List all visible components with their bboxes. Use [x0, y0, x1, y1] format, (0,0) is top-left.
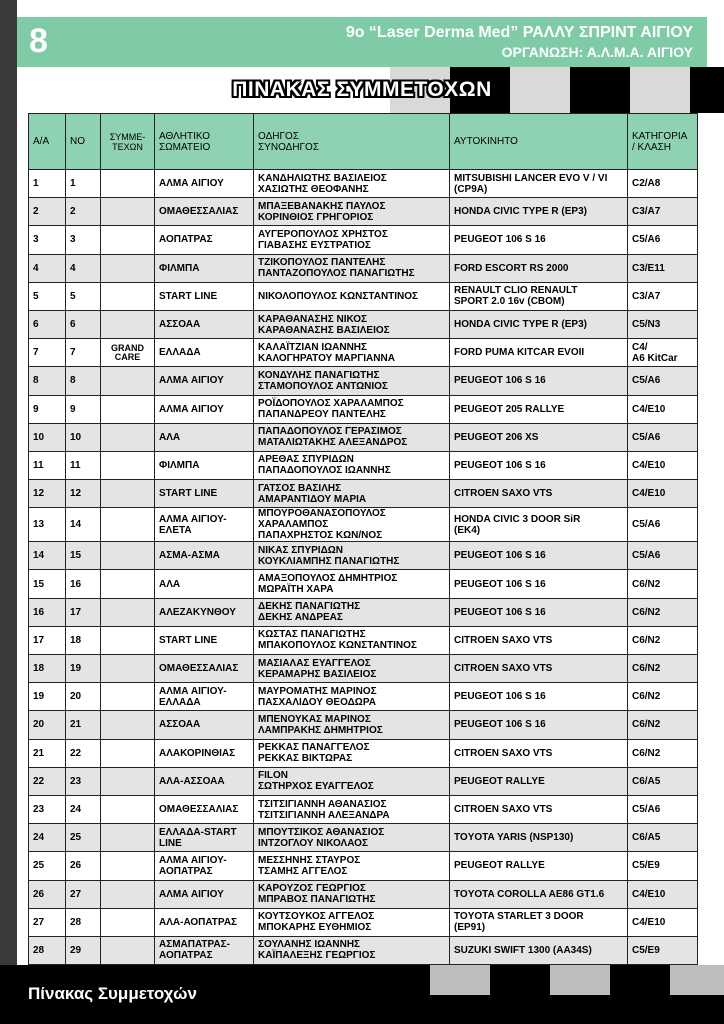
- cell-sponsor: [101, 423, 155, 451]
- cell-class: C5/A6: [628, 795, 698, 823]
- cell-club: ΟΜΑΘΕΣΣΑΛΙΑΣ: [155, 655, 254, 683]
- cell-sponsor: [101, 936, 155, 964]
- cell-aa: 23: [29, 795, 66, 823]
- table-row: [29, 508, 698, 542]
- cell-aa: 12: [29, 480, 66, 508]
- cell-class: C4/E10: [628, 395, 698, 423]
- cell-no: 9: [66, 395, 101, 423]
- col-header-aa: Α/Α: [29, 114, 66, 170]
- cell-no: 15: [66, 542, 101, 570]
- cell-crew: ΚΑΛΑΪΤΖΙΑΝ ΙΩΑΝΝΗΣ ΚΑΛΟΓΗΡΑΤΟΥ ΜΑΡΓΙΑΝΝΑ: [254, 339, 450, 367]
- cell-aa: 18: [29, 655, 66, 683]
- cell-car: HONDA CIVIC 3 DOOR SiR (EK4): [450, 508, 628, 542]
- footer-caption: Πίνακας Συμμετοχών: [28, 984, 197, 1003]
- cell-class: C6/N2: [628, 711, 698, 739]
- cell-crew: ΣΟΥΛΑΝΗΣ ΙΩΑΝΝΗΣ ΚΑΪΠΑΛΕΞΗΣ ΓΕΩΡΓΙΟΣ: [254, 936, 450, 964]
- table-row: [29, 908, 698, 936]
- cell-club: START LINE: [155, 626, 254, 654]
- table-row: [29, 795, 698, 823]
- cell-car: HONDA CIVIC TYPE R (EP3): [450, 310, 628, 338]
- cell-club: ΑΛΑ-ΑΣΣΟΑΑ: [155, 767, 254, 795]
- cell-crew: ΚΟΥΤΣΟΥΚΟΣ ΑΓΓΕΛΟΣ ΜΠΟΚΑΡΗΣ ΕΥΘΗΜΙΟΣ: [254, 908, 450, 936]
- cell-no: 29: [66, 936, 101, 964]
- page-header: [17, 17, 707, 67]
- col-header-sponsor: ΣΥΜΜΕ- ΤΕΧΩΝ: [101, 114, 155, 170]
- cell-aa: 1: [29, 170, 66, 198]
- cell-crew: ΑΡΕΘΑΣ ΣΠΥΡΙΔΩΝ ΠΑΠΑΔΟΠΟΥΛΟΣ ΙΩΑΝΝΗΣ: [254, 451, 450, 479]
- table-row: [29, 339, 698, 367]
- cell-club: ΑΟΠΑΤΡΑΣ: [155, 226, 254, 254]
- cell-aa: 26: [29, 880, 66, 908]
- cell-club: ΑΛΑ: [155, 570, 254, 598]
- cell-car: HONDA CIVIC TYPE R (EP3): [450, 198, 628, 226]
- cell-class: C4/E10: [628, 908, 698, 936]
- table-row: [29, 451, 698, 479]
- cell-class: C6/N2: [628, 683, 698, 711]
- cell-aa: 15: [29, 570, 66, 598]
- cell-aa: 8: [29, 367, 66, 395]
- cell-class: C6/N2: [628, 739, 698, 767]
- col-header-no: ΝΟ: [66, 114, 101, 170]
- cell-car: PEUGEOT RALLYE: [450, 767, 628, 795]
- cell-aa: 11: [29, 451, 66, 479]
- cell-car: PEUGEOT 106 S 16: [450, 542, 628, 570]
- table-row: [29, 683, 698, 711]
- cell-car: FORD ESCORT RS 2000: [450, 254, 628, 282]
- cell-aa: 10: [29, 423, 66, 451]
- cell-aa: 4: [29, 254, 66, 282]
- cell-crew: ΜΑΥΡΟΜΑΤΗΣ ΜΑΡΙΝΟΣ ΠΑΣΧΑΛΙΔΟΥ ΘΕΟΔΩΡΑ: [254, 683, 450, 711]
- cell-aa: 16: [29, 598, 66, 626]
- cell-aa: 3: [29, 226, 66, 254]
- cell-sponsor: [101, 367, 155, 395]
- cell-sponsor: [101, 824, 155, 852]
- organizer-line: ΟΡΓΑΝΩΣΗ: Α.Λ.Μ.Α. ΑΙΓΙΟΥ: [501, 44, 693, 60]
- cell-aa: 20: [29, 711, 66, 739]
- cell-no: 11: [66, 451, 101, 479]
- table-row: [29, 310, 698, 338]
- cell-club: ΑΛΜΑ ΑΙΓΙΟΥ- ΕΛΕΤΑ: [155, 508, 254, 542]
- cell-no: 20: [66, 683, 101, 711]
- cell-club: START LINE: [155, 282, 254, 310]
- cell-car: PEUGEOT 205 RALLYE: [450, 395, 628, 423]
- table-header-row: [29, 114, 698, 170]
- table-row: [29, 254, 698, 282]
- cell-aa: 21: [29, 739, 66, 767]
- cell-no: 5: [66, 282, 101, 310]
- cell-car: PEUGEOT 106 S 16: [450, 711, 628, 739]
- table-row: [29, 626, 698, 654]
- cell-sponsor: [101, 480, 155, 508]
- cell-class: C5/A6: [628, 423, 698, 451]
- cell-club: ΦΙΛΜΠΑ: [155, 451, 254, 479]
- table-row: [29, 711, 698, 739]
- cell-crew: ΚΑΝΔΗΛΙΩΤΗΣ ΒΑΣΙΛΕΙΟΣ ΧΑΣΙΩΤΗΣ ΘΕΟΦΑΝΗΣ: [254, 170, 450, 198]
- cell-no: 2: [66, 198, 101, 226]
- col-header-crew: ΟΔΗΓΟΣ ΣΥΝΟΔΗΓΟΣ: [254, 114, 450, 170]
- table-row: [29, 395, 698, 423]
- cell-sponsor: [101, 395, 155, 423]
- cell-no: 7: [66, 339, 101, 367]
- cell-sponsor: [101, 170, 155, 198]
- cell-no: 18: [66, 626, 101, 654]
- cell-sponsor: [101, 254, 155, 282]
- cell-car: FORD PUMA KITCAR EVOII: [450, 339, 628, 367]
- cell-car: PEUGEOT 106 S 16: [450, 451, 628, 479]
- cell-crew: ΜΠΑΞΕΒΑΝΑΚΗΣ ΠΑΥΛΟΣ ΚΟΡΙΝΘΙΟΣ ΓΡΗΓΟΡΙΟΣ: [254, 198, 450, 226]
- cell-car: PEUGEOT RALLYE: [450, 852, 628, 880]
- cell-club: ΕΛΛΑΔΑ: [155, 339, 254, 367]
- cell-aa: 14: [29, 542, 66, 570]
- table-row: [29, 598, 698, 626]
- table-row: [29, 423, 698, 451]
- cell-class: C5/E9: [628, 936, 698, 964]
- cell-sponsor: [101, 598, 155, 626]
- cell-club: ΦΙΛΜΠΑ: [155, 254, 254, 282]
- table-row: [29, 480, 698, 508]
- cell-class: C5/A6: [628, 542, 698, 570]
- cell-class: C6/N2: [628, 655, 698, 683]
- cell-class: C4/ A6 KitCar: [628, 339, 698, 367]
- cell-sponsor: [101, 795, 155, 823]
- cell-sponsor: [101, 655, 155, 683]
- cell-sponsor: [101, 683, 155, 711]
- cell-class: C5/E9: [628, 852, 698, 880]
- cell-sponsor: [101, 198, 155, 226]
- event-title: 9ο “Laser Derma Med” ΡΑΛΛΥ ΣΠΡΙΝΤ ΑΙΓΙΟΥ: [345, 24, 693, 41]
- cell-no: 22: [66, 739, 101, 767]
- cell-crew: ΓΑΤΣΟΣ ΒΑΣΙΛΗΣ ΑΜΑΡΑΝΤΙΔΟΥ ΜΑΡΙΑ: [254, 480, 450, 508]
- cell-aa: 25: [29, 852, 66, 880]
- cell-car: CITROEN SAXO VTS: [450, 795, 628, 823]
- cell-no: 21: [66, 711, 101, 739]
- cell-crew: ΝΙΚΟΛΟΠΟΥΛΟΣ ΚΩΝΣΤΑΝΤΙΝΟΣ: [254, 282, 450, 310]
- col-header-car: ΑΥΤΟΚΙΝΗΤΟ: [450, 114, 628, 170]
- cell-club: ΟΜΑΘΕΣΣΑΛΙΑΣ: [155, 795, 254, 823]
- table-row: [29, 542, 698, 570]
- cell-club: ΑΛΑ-ΑΟΠΑΤΡΑΣ: [155, 908, 254, 936]
- cell-aa: 13: [29, 508, 66, 542]
- cell-club: ΑΛΑ: [155, 423, 254, 451]
- cell-no: 16: [66, 570, 101, 598]
- cell-sponsor: [101, 626, 155, 654]
- cell-crew: ΤΣΙΤΣΙΓΙΑΝΝΗ ΑΘΑΝΑΣΙΟΣ ΤΣΙΤΣΙΓΙΑΝΝΗ ΑΛΕΞΑΝΔΡΑ: [254, 795, 450, 823]
- cell-no: 28: [66, 908, 101, 936]
- cell-no: 23: [66, 767, 101, 795]
- cell-class: C2/A8: [628, 170, 698, 198]
- cell-sponsor: [101, 908, 155, 936]
- cell-crew: ΤΖΙΚΟΠΟΥΛΟΣ ΠΑΝΤΕΛΗΣ ΠΑΝΤΑΖΟΠΟΥΛΟΣ ΠΑΝΑΓΙΩΤΗΣ: [254, 254, 450, 282]
- cell-no: 14: [66, 508, 101, 542]
- cell-car: CITROEN SAXO VTS: [450, 626, 628, 654]
- cell-crew: ΑΜΑΞΟΠΟΥΛΟΣ ΔΗΜΗΤΡΙΟΣ ΜΩΡΑΪΤΗ ΧΑΡΑ: [254, 570, 450, 598]
- cell-crew: ΜΑΣΙΑΛΑΣ ΕΥΑΓΓΕΛΟΣ ΚΕΡΑΜΑΡΗΣ ΒΑΣΙΛΕΙΟΣ: [254, 655, 450, 683]
- cell-sponsor: [101, 739, 155, 767]
- cell-car: TOYOTA COROLLA AE86 GT1.6: [450, 880, 628, 908]
- cell-class: C5/A6: [628, 226, 698, 254]
- cell-sponsor: [101, 282, 155, 310]
- table-row: [29, 198, 698, 226]
- cell-sponsor: [101, 711, 155, 739]
- cell-aa: 17: [29, 626, 66, 654]
- cell-aa: 22: [29, 767, 66, 795]
- cell-aa: 2: [29, 198, 66, 226]
- cell-club: ΑΛΕΖΑΚΥΝΘΟΥ: [155, 598, 254, 626]
- cell-crew: ΠΑΠΑΔΟΠΟΥΛΟΣ ΓΕΡΑΣΙΜΟΣ ΜΑΤΑΛΙΩΤΑΚΗΣ ΑΛΕΞΑΝΔΡΟΣ: [254, 423, 450, 451]
- cell-aa: 24: [29, 824, 66, 852]
- cell-no: 4: [66, 254, 101, 282]
- cell-car: PEUGEOT 206 XS: [450, 423, 628, 451]
- cell-sponsor: [101, 880, 155, 908]
- cell-aa: 6: [29, 310, 66, 338]
- cell-crew: ΚΟΝΔΥΛΗΣ ΠΑΝΑΓΙΩΤΗΣ ΣΤΑΜΟΠΟΥΛΟΣ ΑΝΤΩΝΙΟΣ: [254, 367, 450, 395]
- table-row: [29, 570, 698, 598]
- cell-no: 3: [66, 226, 101, 254]
- cell-sponsor: [101, 310, 155, 338]
- cell-no: 24: [66, 795, 101, 823]
- entry-list-title: ΠΙΝΑΚΑΣ ΣΥΜΜΕΤΟΧΩΝ: [232, 78, 492, 101]
- cell-class: C4/E10: [628, 451, 698, 479]
- cell-club: ΑΛΑΚΟΡΙΝΘΙΑΣ: [155, 739, 254, 767]
- cell-crew: ΚΑΡΟΥΖΟΣ ΓΕΩΡΓΙΟΣ ΜΠΡΑΒΟΣ ΠΑΝΑΓΙΩΤΗΣ: [254, 880, 450, 908]
- cell-no: 27: [66, 880, 101, 908]
- cell-class: C6/N2: [628, 626, 698, 654]
- table-row: [29, 936, 698, 964]
- cell-club: ΟΜΑΘΕΣΣΑΛΙΑΣ: [155, 198, 254, 226]
- cell-sponsor: [101, 451, 155, 479]
- cell-no: 10: [66, 423, 101, 451]
- cell-no: 6: [66, 310, 101, 338]
- cell-car: TOYOTA YARIS (NSP130): [450, 824, 628, 852]
- cell-crew: ΜΕΣΣΗΝΗΣ ΣΤΑΥΡΟΣ ΤΣΑΜΗΣ ΑΓΓΕΛΟΣ: [254, 852, 450, 880]
- page-number: 8: [29, 22, 48, 60]
- cell-club: ΕΛΛΑΔΑ-START LINE: [155, 824, 254, 852]
- cell-club: ΑΛΜΑ ΑΙΓΙΟΥ: [155, 880, 254, 908]
- cell-club: ΑΛΜΑ ΑΙΓΙΟΥ: [155, 395, 254, 423]
- cell-no: 17: [66, 598, 101, 626]
- cell-car: CITROEN SAXO VTS: [450, 480, 628, 508]
- table-row: [29, 367, 698, 395]
- cell-crew: FILON ΣΩΤΗΡΧΟΣ ΕΥΑΓΓΕΛΟΣ: [254, 767, 450, 795]
- table-row: [29, 282, 698, 310]
- cell-no: 19: [66, 655, 101, 683]
- cell-car: TOYOTA STARLET 3 DOOR (EP91): [450, 908, 628, 936]
- cell-crew: ΚΩΣΤΑΣ ΠΑΝΑΓΙΩΤΗΣ ΜΠΑΚΟΠΟΥΛΟΣ ΚΩΝΣΤΑΝΤΙΝΟΣ: [254, 626, 450, 654]
- table-row: [29, 767, 698, 795]
- cell-no: 1: [66, 170, 101, 198]
- cell-club: ΑΛΜΑ ΑΙΓΙΟΥ- ΑΟΠΑΤΡΑΣ: [155, 852, 254, 880]
- cell-aa: 9: [29, 395, 66, 423]
- cell-car: MITSUBISHI LANCER EVO V / VI (CP9A): [450, 170, 628, 198]
- cell-club: ΑΛΜΑ ΑΙΓΙΟΥ: [155, 367, 254, 395]
- cell-car: CITROEN SAXO VTS: [450, 655, 628, 683]
- cell-no: 26: [66, 852, 101, 880]
- cell-sponsor: [101, 226, 155, 254]
- cell-crew: ΡΟΪΔΟΠΟΥΛΟΣ ΧΑΡΑΛΑΜΠΟΣ ΠΑΠΑΝΔΡΕΟΥ ΠΑΝΤΕΛΗΣ: [254, 395, 450, 423]
- table-row: [29, 824, 698, 852]
- cell-no: 12: [66, 480, 101, 508]
- cell-car: PEUGEOT 106 S 16: [450, 570, 628, 598]
- cell-car: PEUGEOT 106 S 16: [450, 367, 628, 395]
- entry-list-table-wrap: [28, 113, 697, 965]
- table-row: [29, 226, 698, 254]
- cell-car: CITROEN SAXO VTS: [450, 739, 628, 767]
- cell-class: C6/A5: [628, 824, 698, 852]
- table-row: [29, 170, 698, 198]
- cell-car: PEUGEOT 106 S 16: [450, 226, 628, 254]
- cell-club: ΑΣΣΟΑΑ: [155, 310, 254, 338]
- cell-class: C4/E10: [628, 480, 698, 508]
- cell-car: PEUGEOT 106 S 16: [450, 683, 628, 711]
- cell-club: ΑΣΜΑ-ΑΣΜΑ: [155, 542, 254, 570]
- cell-sponsor: [101, 508, 155, 542]
- cell-crew: ΜΠΟΥΡΟΘΑΝΑΣΟΠΟΥΛΟΣ ΧΑΡΑΛΑΜΠΟΣ ΠΑΠΑΧΡΗΣΤΟΣ ΚΩΝ/ΝΟΣ: [254, 508, 450, 542]
- cell-club: ΑΛΜΑ ΑΙΓΙΟΥ- ΕΛΛΑΔΑ: [155, 683, 254, 711]
- cell-class: C5/A6: [628, 508, 698, 542]
- cell-class: C6/A5: [628, 767, 698, 795]
- cell-crew: ΜΠΕΝΟΥΚΑΣ ΜΑΡΙΝΟΣ ΛΑΜΠΡΑΚΗΣ ΔΗΜΗΤΡΙΟΣ: [254, 711, 450, 739]
- cell-car: PEUGEOT 106 S 16: [450, 598, 628, 626]
- cell-car: RENAULT CLIO RENAULT SPORT 2.0 16v (CBOM): [450, 282, 628, 310]
- cell-crew: ΚΑΡΑΘΑΝΑΣΗΣ ΝΙΚΟΣ ΚΑΡΑΘΑΝΑΣΗΣ ΒΑΣΙΛΕΙΟΣ: [254, 310, 450, 338]
- cell-club: ΑΣΜΑΠΑΤΡΑΣ- ΑΟΠΑΤΡΑΣ: [155, 936, 254, 964]
- cell-aa: 7: [29, 339, 66, 367]
- cell-sponsor: [101, 542, 155, 570]
- cell-sponsor: [101, 767, 155, 795]
- cell-club: ΑΣΣΟΑΑ: [155, 711, 254, 739]
- cell-aa: 27: [29, 908, 66, 936]
- cell-sponsor: [101, 570, 155, 598]
- cell-aa: 19: [29, 683, 66, 711]
- table-row: [29, 880, 698, 908]
- cell-sponsor: GRAND CARE: [101, 339, 155, 367]
- table-row: [29, 655, 698, 683]
- cell-crew: ΑΥΓΕΡΟΠΟΥΛΟΣ ΧΡΗΣΤΟΣ ΓΙΑΒΑΣΗΣ ΕΥΣΤΡΑΤΙΟΣ: [254, 226, 450, 254]
- cell-class: C6/N2: [628, 570, 698, 598]
- cell-sponsor: [101, 852, 155, 880]
- col-header-class: ΚΑΤΗΓΟΡΙΑ / ΚΛΑΣΗ: [628, 114, 698, 170]
- cell-class: C5/N3: [628, 310, 698, 338]
- cell-no: 8: [66, 367, 101, 395]
- cell-class: C3/A7: [628, 198, 698, 226]
- cell-club: START LINE: [155, 480, 254, 508]
- cell-class: C5/A6: [628, 367, 698, 395]
- cell-crew: ΜΠΟΥΤΣΙΚΟΣ ΑΘΑΝΑΣΙΟΣ ΙΝΤΖΟΓΛΟΥ ΝΙΚΟΛΑΟΣ: [254, 824, 450, 852]
- entry-list-table: [28, 113, 698, 965]
- cell-class: C6/N2: [628, 598, 698, 626]
- cell-class: C3/E11: [628, 254, 698, 282]
- col-header-club: ΑΘΛΗΤΙΚΟ ΣΩΜΑΤΕΙΟ: [155, 114, 254, 170]
- cell-crew: ΡΕΚΚΑΣ ΠΑΝΑΓΓΕΛΟΣ ΡΕΚΚΑΣ ΒΙΚΤΩΡΑΣ: [254, 739, 450, 767]
- cell-no: 25: [66, 824, 101, 852]
- cell-aa: 5: [29, 282, 66, 310]
- cell-class: C3/A7: [628, 282, 698, 310]
- cell-aa: 28: [29, 936, 66, 964]
- cell-crew: ΝΙΚΑΣ ΣΠΥΡΙΔΩΝ ΚΟΥΚΛΙΑΜΠΗΣ ΠΑΝΑΓΙΩΤΗΣ: [254, 542, 450, 570]
- cell-class: C4/E10: [628, 880, 698, 908]
- cell-crew: ΔΕΚΗΣ ΠΑΝΑΓΙΩΤΗΣ ΔΕΚΗΣ ΑΝΔΡΕΑΣ: [254, 598, 450, 626]
- table-row: [29, 852, 698, 880]
- entry-rows: [29, 170, 698, 965]
- cell-car: SUZUKI SWIFT 1300 (AA34S): [450, 936, 628, 964]
- cell-club: ΑΛΜΑ ΑΙΓΙΟΥ: [155, 170, 254, 198]
- table-row: [29, 739, 698, 767]
